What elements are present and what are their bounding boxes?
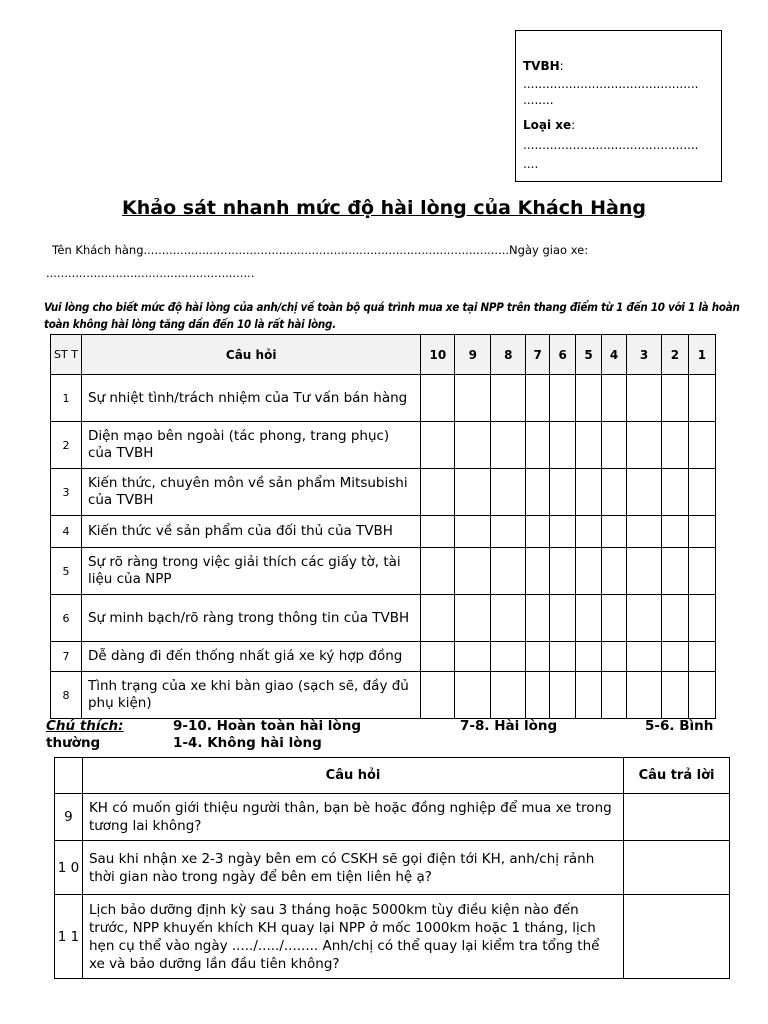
row-number: 1 1 [55,895,83,979]
score-cell[interactable] [688,422,715,469]
question-text: KH có muốn giới thiệu người thân, bạn bè hoặc đồng nghiệp để mua xe trong tương lai không? [82,794,623,841]
table-row [51,642,716,672]
score-cell[interactable] [550,375,576,422]
question-header: Câu hỏi [81,335,420,375]
question-text: Sau khi nhận xe 2-3 ngày bên em có CSKH sẽ gọi điện tới KH, anh/chị rảnh thời gian nào trong ngày để bên em tiện liên hệ ạ? [82,841,623,895]
stt-header: ST T [51,335,82,375]
score-cell[interactable] [491,672,526,719]
car-line [523,118,575,132]
row-number: 7 [51,642,82,672]
score-cell[interactable] [491,595,526,642]
row-number: 8 [51,672,82,719]
tvbh-label: TVBH [523,59,560,73]
question-text: Kiến thức, chuyên môn về sản phẩm Mitsubishi của TVBH [81,469,420,516]
score-cell[interactable] [491,548,526,595]
score-cell[interactable] [627,595,662,642]
row-number: 3 [51,469,82,516]
score-cell[interactable] [455,375,491,422]
score-cell[interactable] [688,642,715,672]
score-cell[interactable] [576,642,602,672]
score-cell[interactable] [421,642,455,672]
score-cell[interactable] [688,375,715,422]
score-cell[interactable] [550,548,576,595]
car-colon: : [571,118,576,132]
row-number: 1 [51,375,82,422]
score-cell[interactable] [550,422,576,469]
score-cell[interactable] [491,422,526,469]
score-cell[interactable] [602,595,627,642]
tvbh-colon: : [559,59,564,73]
answer-cell[interactable] [624,794,730,841]
score-cell[interactable] [627,516,662,548]
score-cell[interactable] [627,548,662,595]
score-cell[interactable] [526,375,550,422]
score-cell[interactable] [602,672,627,719]
legend-item: 1-4. Không hài lòng [173,735,322,751]
table-row [55,794,730,841]
row-number: 9 [55,794,83,841]
score-cell[interactable] [576,422,602,469]
score-cell[interactable] [526,642,550,672]
table-row [51,469,716,516]
score-cell[interactable] [661,422,688,469]
score-header: 6 [550,335,576,375]
score-cell[interactable] [602,516,627,548]
score-cell[interactable] [576,548,602,595]
score-cell[interactable] [627,642,662,672]
answer-header-row [55,758,730,794]
table-row [51,422,716,469]
row-number: 5 [51,548,82,595]
row-number: 2 [51,422,82,469]
score-cell[interactable] [455,516,491,548]
score-cell[interactable] [491,642,526,672]
score-cell[interactable] [602,642,627,672]
table-row [51,375,716,422]
score-cell[interactable] [491,516,526,548]
answer-cell[interactable] [624,895,730,979]
score-cell[interactable] [550,469,576,516]
rating-header-row [51,335,716,375]
score-cell[interactable] [421,422,455,469]
score-cell[interactable] [661,516,688,548]
legend-item: 9-10. Hoàn toàn hài lòng [173,718,361,734]
legend-item: 7-8. Hài lòng [460,718,558,734]
score-cell[interactable] [661,642,688,672]
score-cell[interactable] [455,422,491,469]
question-text: Dễ dàng đi đến thống nhất giá xe ký hợp đồng [81,642,420,672]
question-text: Sự rõ ràng trong việc giải thích các giấy tờ, tài liệu của NPP [81,548,420,595]
score-header: 1 [688,335,715,375]
score-header: 7 [526,335,550,375]
score-cell[interactable] [688,469,715,516]
score-cell[interactable] [526,595,550,642]
answer-cell[interactable] [624,841,730,895]
tvbh-line [523,59,564,73]
score-cell[interactable] [627,422,662,469]
score-header: 5 [576,335,602,375]
score-cell[interactable] [576,672,602,719]
score-cell[interactable] [661,672,688,719]
answer-table [54,757,730,979]
score-cell[interactable] [526,548,550,595]
score-cell[interactable] [576,516,602,548]
score-cell[interactable] [455,642,491,672]
score-cell[interactable] [550,595,576,642]
legend-item: thường [46,735,101,751]
row-number: 6 [51,595,82,642]
score-cell[interactable] [627,672,662,719]
score-cell[interactable] [421,516,455,548]
score-header: 2 [661,335,688,375]
info-box [515,30,722,182]
score-cell[interactable] [421,672,455,719]
score-cell[interactable] [688,548,715,595]
tvbh-field-cont: ........ [523,93,554,107]
score-cell[interactable] [661,375,688,422]
score-cell[interactable] [526,672,550,719]
score-cell[interactable] [627,375,662,422]
car-type-label: Loại xe [523,118,572,132]
score-cell[interactable] [576,595,602,642]
table-row [51,595,716,642]
score-cell[interactable] [421,548,455,595]
score-cell[interactable] [526,516,550,548]
score-cell[interactable] [491,469,526,516]
score-cell[interactable] [526,469,550,516]
score-cell[interactable] [421,375,455,422]
question-text: Diện mạo bên ngoài (tác phong, trang phục) của TVBH [81,422,420,469]
question-text: Lịch bảo dưỡng định kỳ sau 3 tháng hoặc 5000km tùy điều kiện nào đến trước, NPP khuyến khích KH quay lại NPP ở mốc 1000km hoặc 1 tháng, lịch hẹn cụ thể vào ngày ...../...../........ Anh/chị có thể quay lại kiểm tra tổng thể xe và bảo dưỡng lần đầu tiên không? [82,895,623,979]
score-cell[interactable] [550,672,576,719]
table-row [51,516,716,548]
intro-text: Vui lòng cho biết mức độ hài lòng của anh/chị về toàn bộ quá trình mua xe tại NPP trên thang điểm từ 1 đến 10 với 1 là hoàn toàn không hài lòng tăng dần đến 10 là rất hài lòng. [44,300,740,331]
question-text: Tình trạng của xe khi bàn giao (sạch sẽ, đầy đủ phụ kiện) [81,672,420,719]
score-cell[interactable] [550,642,576,672]
score-cell[interactable] [421,469,455,516]
score-cell[interactable] [455,595,491,642]
score-cell[interactable] [602,548,627,595]
customer-name-field[interactable]: Tên Khách hàng....................................................................................................Ngày giao xe: [52,243,589,257]
score-header: 9 [455,335,491,375]
row-number: 4 [51,516,82,548]
score-cell[interactable] [602,422,627,469]
score-cell[interactable] [526,422,550,469]
score-cell[interactable] [576,375,602,422]
score-cell[interactable] [602,375,627,422]
answer-header: Câu trả lời [624,758,730,794]
score-cell[interactable] [688,672,715,719]
score-cell[interactable] [661,548,688,595]
table-row [55,895,730,979]
legend-label: Chú thích: [46,718,124,734]
car-type-field[interactable]: .............................................. [523,138,699,152]
table-row [51,672,716,719]
page-title: Khảo sát nhanh mức độ hài lòng của Khách Hàng [122,197,646,219]
row-number: 1 0 [55,841,83,895]
score-cell[interactable] [550,516,576,548]
delivery-date-field[interactable]: ......................................................... [46,266,255,280]
score-header: 8 [491,335,526,375]
table-row [51,548,716,595]
score-cell[interactable] [661,595,688,642]
score-header: 3 [627,335,662,375]
car-type-field-cont: .... [523,157,539,171]
score-cell[interactable] [491,375,526,422]
question-text: Sự minh bạch/rõ ràng trong thông tin của TVBH [81,595,420,642]
score-cell[interactable] [421,595,455,642]
question-text: Kiến thức về sản phẩm của đối thủ của TVBH [81,516,420,548]
score-cell[interactable] [661,469,688,516]
no-header [55,758,83,794]
score-cell[interactable] [602,469,627,516]
score-cell[interactable] [576,469,602,516]
score-header: 4 [602,335,627,375]
score-cell[interactable] [455,672,491,719]
score-cell[interactable] [455,548,491,595]
score-header: 10 [421,335,455,375]
score-cell[interactable] [688,595,715,642]
tvbh-field[interactable]: .............................................. [523,77,699,91]
score-cell[interactable] [627,469,662,516]
question-header: Câu hỏi [82,758,623,794]
question-text: Sự nhiệt tình/trách nhiệm của Tư vấn bán hàng [81,375,420,422]
rating-table [50,334,716,719]
score-cell[interactable] [688,516,715,548]
table-row [55,841,730,895]
legend-item: 5-6. Bình [645,718,714,734]
score-cell[interactable] [455,469,491,516]
